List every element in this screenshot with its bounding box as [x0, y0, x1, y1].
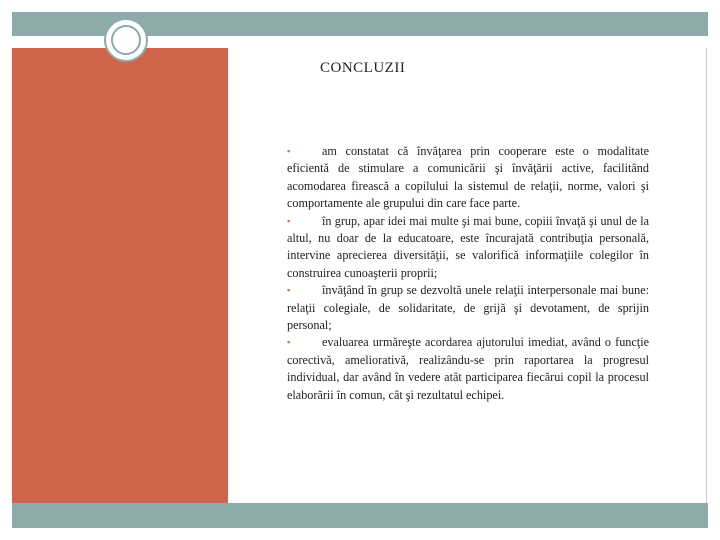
- bullet-item: [287, 282, 649, 334]
- bullet-list: [287, 143, 649, 404]
- bullet-item: [287, 143, 649, 213]
- bullet-icon: ▪: [287, 146, 291, 156]
- bullet-item: [287, 213, 649, 283]
- bullet-icon: ▪: [287, 337, 291, 348]
- ring-icon: [104, 18, 148, 62]
- bullet-text: evaluarea urmăreşte acordarea ajutorului imediat, având o funcţie corectivă, ameliorativă, realizându-se prin raportarea la progresul individual, dar având în vedere atât participarea fiecărui copil la procesul elaborării în comun, cât şi rezultatul echipei.: [287, 335, 649, 402]
- bullet-item: [287, 334, 649, 404]
- bullet-icon: ▪: [287, 285, 291, 296]
- bullet-text: învăţând în grup se dezvoltă unele relaţii interpersonale mai bune: relaţii colegiale, de solidaritate, de grijă şi devotament, de sprijin personal;: [287, 283, 649, 333]
- bottom-decorative-bar: [12, 503, 708, 528]
- bullet-icon: ▪: [287, 215, 291, 226]
- bullet-text: în grup, apar idei mai multe şi mai bune, copiii învaţă şi unul de la altul, nu doar de la educatoare, este încurajată contribuţia personală, intervine aprecierea diversităţii, se valorifică informaţiile colegilor în construirea cunoaşterii proprii;: [287, 213, 649, 280]
- bullet-text: am constatat că învăţarea prin cooperare este o modalitate eficientă de stimulare a comunicării şi învăţării active, facilitând acomodarea firească a copilului la sistemul de relaţii, norme, valori şi comportamente ale grupului din care face parte.: [287, 144, 649, 211]
- slide-title: CONCLUZII: [320, 60, 406, 76]
- left-accent-panel: [12, 48, 228, 503]
